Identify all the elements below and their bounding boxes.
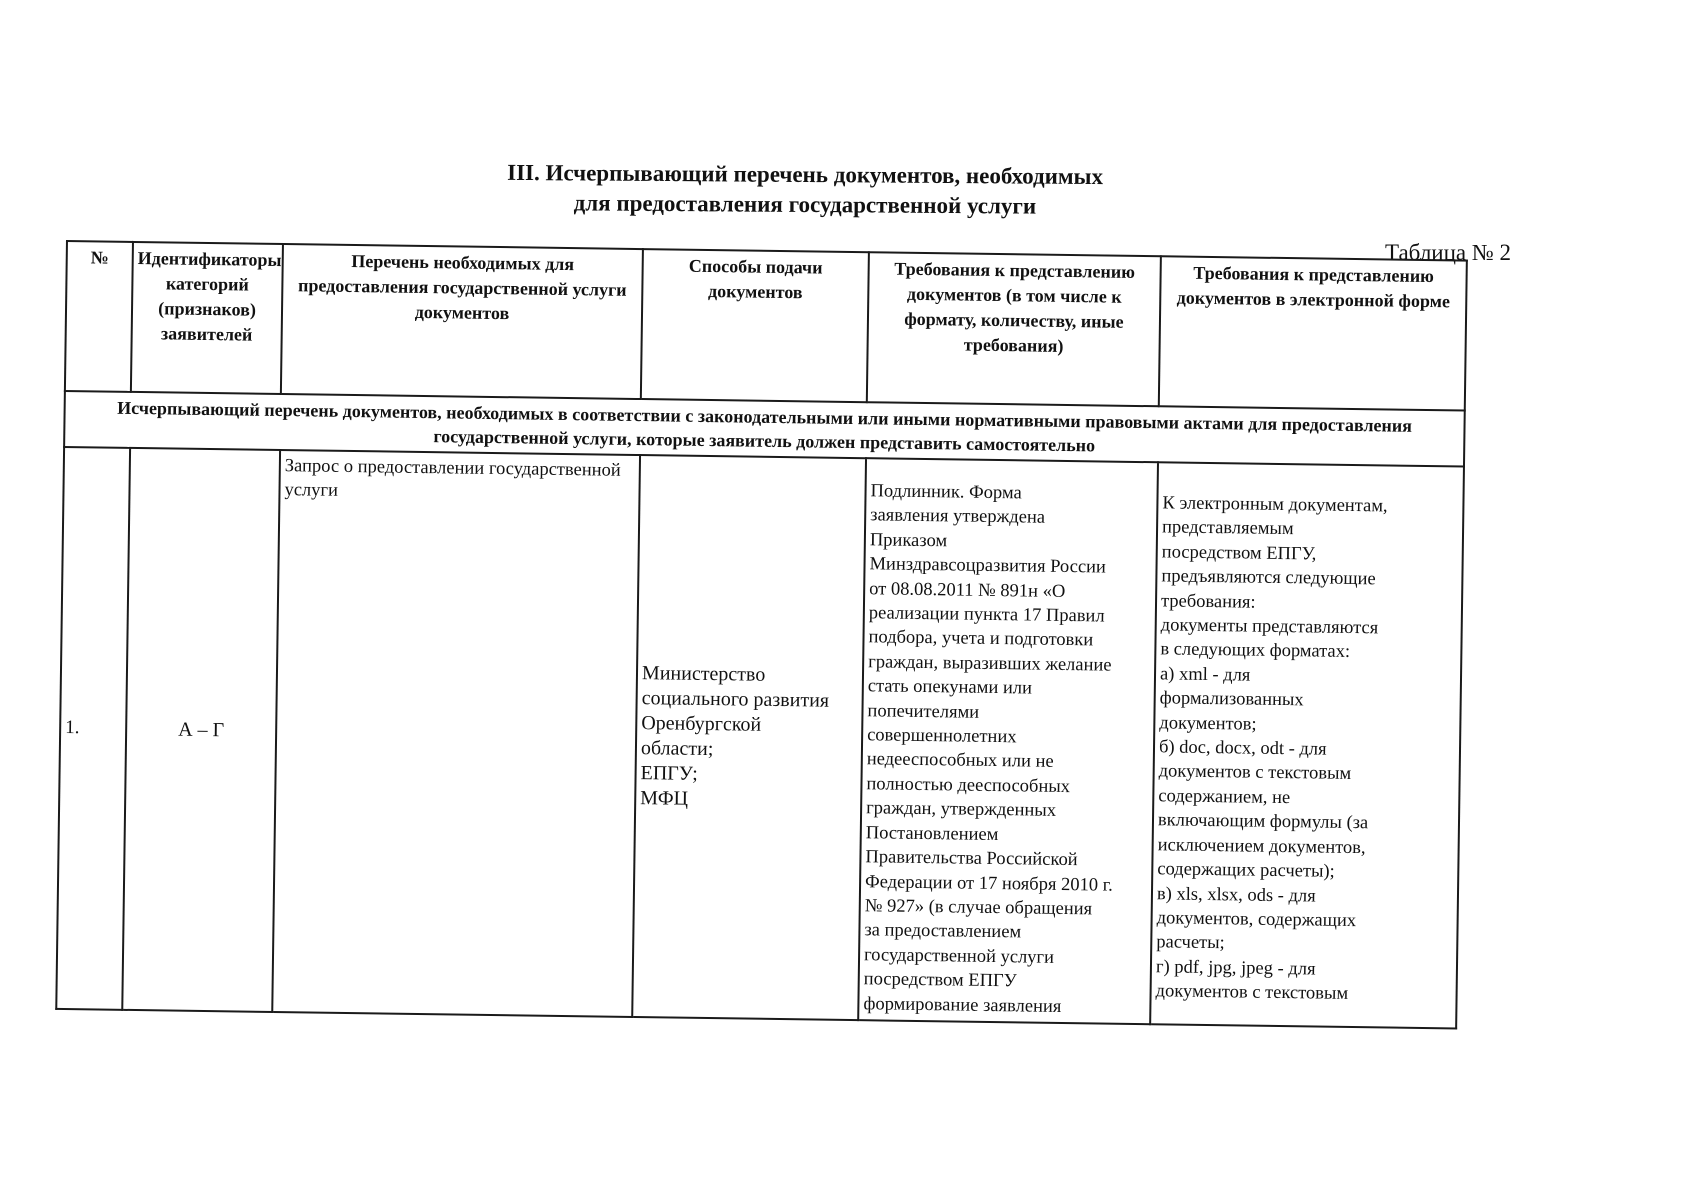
e-requirement-line: предъявляются следующие — [1161, 566, 1376, 590]
e-requirement-line: К электронным документам, — [1162, 493, 1388, 517]
method-line: социального развития — [641, 687, 830, 712]
e-requirement-line: содержащих расчеты); — [1157, 859, 1335, 882]
e-requirement-line: посредством ЕПГУ, — [1161, 542, 1317, 565]
row-category: А – Г — [122, 448, 280, 1012]
document-title — [330, 157, 1280, 224]
requirement-line: граждан, утвержденных — [866, 798, 1057, 822]
requirement-line: Правительства Российской — [865, 847, 1078, 871]
header-document-requirements: Требования к представлению документов (в том числе к формату, количеству, иные требования) — [867, 252, 1161, 406]
requirement-line: за предоставлением — [864, 920, 1022, 943]
requirement-line: Приказом — [869, 530, 948, 552]
row-methods — [632, 455, 866, 1020]
row-number: 1. — [56, 447, 130, 1010]
requirement-line: Постановлением — [865, 822, 999, 845]
e-requirement-line: расчеты; — [1156, 932, 1225, 954]
e-requirement-line: документов с текстовым — [1158, 761, 1352, 785]
row-document: Запрос о предоставлении государственной услуги — [272, 450, 640, 1017]
e-requirement-line: требования: — [1160, 590, 1256, 613]
e-requirement-line: документов; — [1159, 712, 1257, 735]
method-line: Министерство — [641, 662, 766, 686]
requirement-line: Подлинник. Форма — [870, 481, 1022, 504]
requirement-line: граждан, выразивших желание — [868, 652, 1112, 676]
e-requirement-line: б) doc, docx, odt - для — [1158, 737, 1327, 760]
e-requirement-line: документы представляются — [1160, 615, 1379, 639]
title-line-1: III. Исчерпывающий перечень документов, необходимых — [507, 159, 1104, 190]
header-number: № — [65, 241, 133, 392]
requirement-line: Федерации от 17 ноября 2010 г. — [864, 871, 1113, 896]
requirement-line: посредством ЕПГУ — [863, 969, 1017, 992]
title-line-2: для предоставления государственной услуги — [573, 190, 1037, 219]
e-requirement-line: а) xml - для — [1159, 664, 1251, 686]
e-requirement-line: представляемым — [1161, 517, 1294, 540]
requirement-line: реализации пункта 17 Правил — [868, 603, 1105, 627]
method-line: области; — [640, 737, 714, 761]
requirement-line: полностью дееспособных — [866, 774, 1071, 797]
requirement-line: заявления утверждена — [870, 505, 1046, 529]
table-header-row — [65, 241, 1467, 411]
section-title: Исчерпывающий перечень документов, необходимых в соответствии с законодательными или иными нормативными правовыми актами для предоставления государственной услуги, которые заявитель должен представить самостоятельно — [64, 391, 1465, 467]
method-line: Оренбургской — [641, 712, 762, 736]
e-requirement-line: документов с текстовым — [1155, 981, 1349, 1005]
requirement-line: недееспособных или не — [866, 749, 1054, 773]
header-electronic-requirements: Требования к представлению документов в электронной форме — [1159, 256, 1467, 410]
requirement-line: подбора, учета и подготовки — [868, 627, 1094, 651]
documents-table-wrapper — [55, 240, 1466, 1029]
requirement-line: № 927» (в случае обращения — [864, 896, 1093, 920]
e-requirement-line: включающим формулы (за — [1157, 810, 1369, 834]
table-row — [56, 447, 1464, 1028]
requirement-line: формирование заявления — [863, 993, 1062, 1017]
e-requirement-line: г) pdf, jpg, jpeg - для — [1155, 957, 1316, 980]
table-number-label: Таблица № 2 — [1385, 240, 1512, 265]
e-requirement-line: исключением документов, — [1157, 834, 1366, 858]
method-line: МФЦ — [640, 787, 689, 810]
row-requirements — [858, 458, 1158, 1024]
e-requirement-line: содержанием, не — [1158, 786, 1291, 809]
documents-table — [55, 240, 1468, 1029]
header-documents-list: Перечень необходимых для предоставления государственной услуги документов — [281, 244, 643, 399]
requirement-line: от 08.08.2011 № 891н «О — [869, 578, 1066, 602]
requirement-line: попечителями — [867, 700, 980, 723]
requirement-line: государственной услуги — [863, 944, 1055, 968]
requirement-line: совершеннолетних — [867, 725, 1017, 748]
e-requirement-line: в следующих форматах: — [1160, 639, 1351, 663]
requirement-line: Минздравсоцразвития России — [869, 554, 1107, 578]
header-submission-methods: Способы подачи документов — [641, 249, 869, 402]
e-requirement-line: документов, содержащих — [1156, 908, 1357, 931]
e-requirement-line: в) xls, xlsx, ods - для — [1156, 883, 1316, 907]
method-line: ЕПГУ; — [640, 762, 698, 785]
requirement-line: стать опекунами или — [867, 676, 1033, 699]
e-requirement-line: формализованных — [1159, 688, 1304, 711]
row-electronic-requirements — [1150, 462, 1464, 1028]
header-applicant-categories: Идентификаторы категорий (признаков) заявителей — [131, 242, 283, 394]
